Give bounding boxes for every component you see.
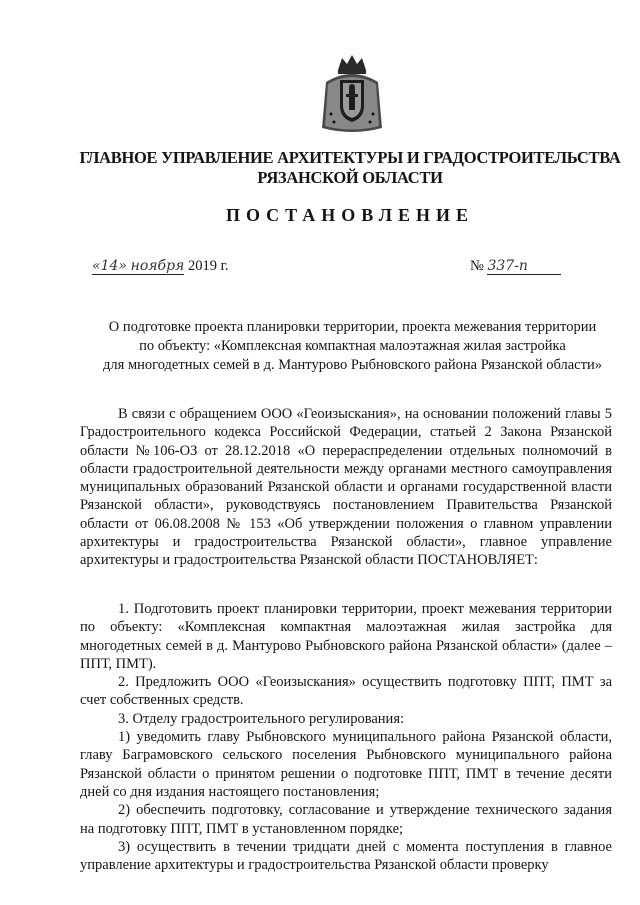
ryazan-coat-of-arms-emblem <box>316 52 388 136</box>
date-day: 14 <box>100 258 119 274</box>
organization-name-line1: ГЛАВНОЕ УПРАВЛЕНИЕ АРХИТЕКТУРЫ И ГРАДОСТРОИТЕЛЬСТВА <box>79 148 621 167</box>
resolution-item: 2. Предложить ООО «Геоизыскания» осуществить подготовку ППТ, ПМТ за счет собственных средств. <box>80 674 612 709</box>
resolution-item: 3. Отделу градостроительного регулирования: <box>118 710 405 727</box>
date-month: ноября <box>130 258 185 274</box>
preamble-block <box>80 405 612 570</box>
title-line: по объекту: «Комплексная компактная малоэтажная жилая застройка <box>139 338 566 354</box>
title-line: О подготовке проекта планировки территории, проекта межевания территории <box>108 319 597 335</box>
document-number <box>470 258 561 275</box>
resolution-items <box>80 600 612 874</box>
number-value: 337-п <box>487 258 528 274</box>
document-date <box>92 258 229 275</box>
resolution-item: 1. Подготовить проект планировки территории, проект межевания территории по объекту: «Комплексная компактная малоэтажная жилая застройка для многодетных семей в д. Мантурово Рыбновского района Рязанской области» (далее – ППТ, ПМТ). <box>80 601 612 672</box>
document-title <box>80 318 625 375</box>
number-label: № <box>470 258 484 274</box>
title-line: для многодетных семей в д. Мантурово Рыбновского района Рязанской области» <box>103 357 602 373</box>
date-year: 2019 г. <box>187 258 229 274</box>
resolution-subitem: 2) обеспечить подготовку, согласование и утверждение технического задания на подготовку ППТ, ПМТ в установленном порядке; <box>80 802 612 837</box>
date-close-quote: » <box>118 258 127 274</box>
date-open-quote: « <box>92 258 101 274</box>
resolution-subitem: 1) уведомить главу Рыбновского муниципального района Рязанской области, главу Баграмовского сельского поселения Рыбновского муниципального района Рязанской области о принятом решении о подготовке ППТ, ПМТ в течение десяти дней со дня издания настоящего постановления; <box>80 729 612 800</box>
document-type-heading: ПОСТАНОВЛЕНИЕ <box>225 205 475 225</box>
resolution-subitem: 3) осуществить в течении тридцати дней с момента поступления в главное управление архитектуры и градостроительства Рязанской области проверку <box>80 838 612 874</box>
organization-name-line2: РЯЗАНСКОЙ ОБЛАСТИ <box>257 168 443 187</box>
preamble-paragraph: В связи с обращением ООО «Геоизыскания», на основании положений главы 5 Градостроительного кодекса Российской Федерации, статьей 2 Закона Рязанской области №106-ОЗ от 28.12.2018 «О перераспределении отдельных полномочий в области градостроительной деятельности между органами местного самоуправления муниципальных образований Рязанской области и органами государственной власти Рязанской области», руководствуясь постановлением Правительства Рязанской области от 06.08.2008 № 153 «Об утверждении положения о главном управлении архитектуры и градостроительства Рязанской области», главное управление архитектуры и градостроительства Рязанской области ПОСТАНОВЛЯЕТ: <box>80 406 612 569</box>
